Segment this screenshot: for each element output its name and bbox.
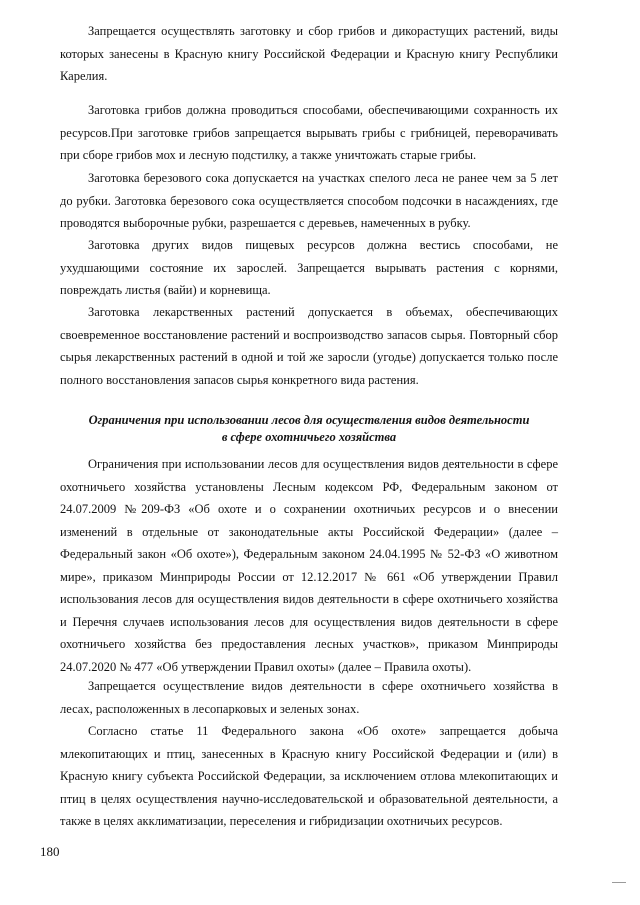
paragraph-hunting-forest-zones: Запрещается осуществление видов деятельности в сфере охотничьего хозяйства в лесах, расположенных в лесопарковых и зеленых зонах. xyxy=(60,679,558,716)
paragraph-hunting-restrictions: Ограничения при использовании лесов для осуществления видов деятельности в сфере охотничьего хозяйства установлены Лесным кодексом РФ, Федеральным законом от 24.07.2009 №209-ФЗ «Об охоте и о сохранении охотничьих ресурсов и о внесении изменений в отдельные от законодательные акты Российской Федерации» (далее – Федеральный закон «Об охоте»), Федеральным законом 24.04.1995 № 52-ФЗ «О животном мире», приказом Минприроды России от 12.12.2017 № 661 «Об утверждении Правил использования лесов для осуществления видов деятельности в сфере охотничьего хозяйства и Перечня случаев использования лесов для осуществления видов деятельности в сфере охотничьего хозяйства без предоставления лесных участков», приказом Минприроды 24.07.2020 № 477 «Об утверждении Правил охоты» (далее – Правила охоты). xyxy=(60,457,558,674)
paragraph-mushroom-harvesting: Заготовка грибов должна проводиться способами, обеспечивающими сохранность их ресурсов.При заготовке грибов запрещается вырывать грибы с грибницей, переворачивать при сборе грибов мох и лесную подстилку, а также уничтожать старые грибы. xyxy=(60,103,558,162)
section-heading-line-2: в сфере охотничьего хозяйства xyxy=(221,430,397,444)
paragraph-article-11: Согласно статье 11 Федерального закона «Об охоте» запрещается добыча млекопитающих и птиц, занесенных в Красную книгу Российской Федерации и (или) в Красную книгу субъекта Российской Федерации, за исключением отлова млекопитающих и птиц в целях осуществления научно-исследовательской и образовательной деятельности, а также в целях акклиматизации, переселения и гибридизации охотничьих ресурсов. xyxy=(60,724,558,828)
paragraph-food-resources: Заготовка других видов пищевых ресурсов должна вестись способами, не ухудшающими состояние их зарослей. Запрещается вырывать растения с корнями, повреждать листья (вайи) и корневища. xyxy=(60,238,558,297)
paragraph-birch-sap: Заготовка березового сока допускается на участках спелого леса не ранее чем за 5 лет до рубки. Заготовка березового сока осуществляется способом подсочки в насаждениях, где проводятся выборочные рубки, разрешается с деревьев, намеченных в рубку. xyxy=(60,171,558,230)
paragraph-red-book-ban: Запрещается осуществлять заготовку и сбор грибов и дикорастущих растений, виды которых занесены в Красную книгу Российской Федерации и Красную книгу Республики Карелия. xyxy=(60,24,558,83)
section-heading xyxy=(60,412,558,446)
page-number: 180 xyxy=(40,844,60,859)
paragraph-medicinal-plants: Заготовка лекарственных растений допускается в объемах, обеспечивающих своевременное восстановление растений и воспроизводство запасов сырья. Повторный сбор сырья лекарственных растений в одной и той же заросли (угодье) допускается только после полного восстановления запасов сырья конкретного вида растения. xyxy=(60,305,558,387)
section-heading-line-1: Ограничения при использовании лесов для осуществления видов деятельности xyxy=(88,413,530,427)
scan-mark xyxy=(612,882,626,883)
